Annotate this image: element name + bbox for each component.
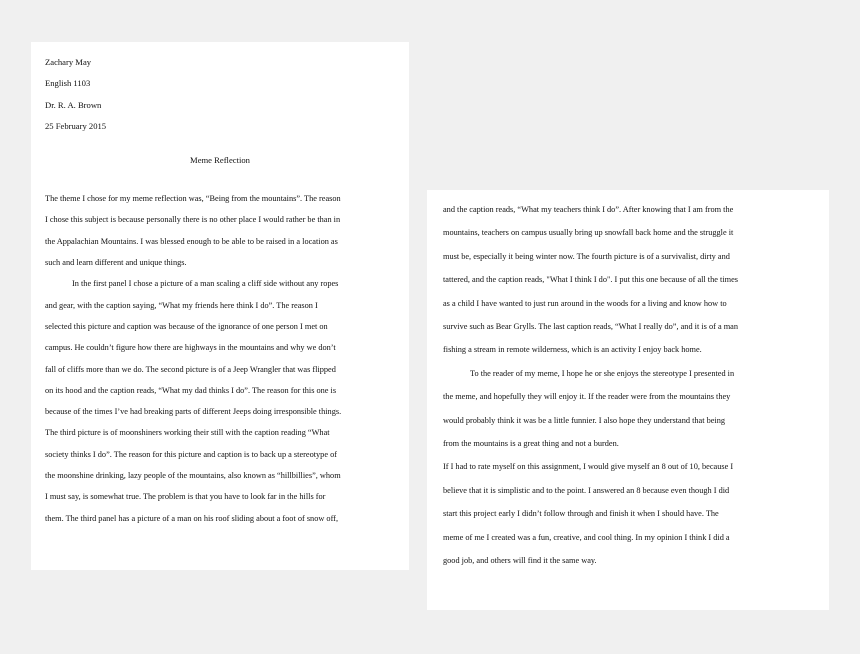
text-line: because of the times I’ve had breaking parts of different Jeeps doing irresponsible things.	[45, 407, 342, 417]
text-line: fishing a stream in remote wilderness, which is an activity I enjoy back home.	[443, 345, 702, 355]
text-line: on its hood and the caption reads, “What my dad thinks I do”. The reason for this one is	[45, 385, 337, 395]
author-name: Zachary May	[45, 57, 92, 67]
text-line: the moonshine drinking, lazy people of the mountains, also known as “hillbillies”, whom	[45, 471, 341, 481]
text-line: society thinks I do”. The reason for this picture and caption is to back up a stereotype of	[45, 449, 337, 459]
text-line: meme of me I created was a fun, creative, and cool thing. In my opinion I think I did a	[443, 532, 730, 542]
text-line: must be, especially it being winter now. The fourth picture is of a survivalist, dirty and	[443, 251, 730, 261]
document-page-1	[31, 42, 409, 570]
document-page-2	[427, 190, 829, 610]
paragraph	[45, 188, 395, 273]
paragraph	[45, 273, 395, 529]
text-line: as a child I have wanted to just run around in the woods for a living and know how to	[443, 298, 727, 308]
text-line: campus. He couldn’t figure how there are highways in the mountains and why we don’t	[45, 343, 336, 353]
text-line: them. The third panel has a picture of a man on his roof sliding about a foot of snow off,	[45, 513, 339, 523]
paragraph	[443, 362, 813, 456]
text-line: the meme, and hopefully they will enjoy it. If the reader were from the mountains they	[443, 392, 731, 402]
text-line: tattered, and the caption reads, "What I think I do". I put this one because of all the times	[443, 275, 738, 285]
text-line: would probably think it was be a little funnier. I also hope they understand that being	[443, 415, 726, 425]
paragraph	[443, 455, 813, 572]
text-line: survive such as Bear Grylls. The last caption reads, “What I really do”, and it is of a man	[443, 322, 738, 332]
text-line: To the reader of my meme, I hope he or she enjoys the stereotype I presented in	[470, 368, 735, 378]
text-line: The third picture is of moonshiners working their still with the caption reading “What	[45, 428, 330, 438]
text-line: and the caption reads, “What my teachers think I do”. After knowing that I am from the	[443, 205, 734, 214]
text-line: believe that it is simplistic and to the point. I answered an 8 because even though I did	[443, 485, 730, 495]
text-line: and gear, with the caption saying, “What my friends here think I do”. The reason I	[45, 300, 318, 310]
course-name: English 1103	[45, 78, 91, 89]
text-line: from the mountains is a great thing and not a burden.	[443, 439, 619, 449]
text-line: I chose this subject is because personally there is no other place I would rather be than in	[45, 215, 341, 225]
text-line: start this project early I didn’t follow through and finish it when I should have. The	[443, 509, 719, 519]
text-line: selected this picture and caption was because of the ignorance of one person I met on	[45, 321, 328, 331]
text-line: If I had to rate myself on this assignment, I would give myself an 8 out of 10, because I	[443, 462, 734, 472]
page1-body	[45, 188, 395, 529]
date: 25 February 2015	[45, 120, 107, 131]
text-line: fall of cliffs more than we do. The second picture is of a Jeep Wrangler that was flipped	[45, 364, 336, 374]
text-line: good job, and others will find it the same way.	[443, 556, 597, 566]
text-line: In the first panel I chose a picture of a man scaling a cliff side without any ropes	[72, 279, 339, 289]
text-line: mountains, teachers on campus usually bring up snowfall back home and the struggle it	[443, 228, 734, 238]
text-line: The theme I chose for my meme reflection was, “Being from the mountains”. The reason	[45, 194, 341, 204]
document-title: Meme Reflection	[190, 155, 250, 166]
paragraph	[443, 198, 813, 362]
text-line: such and learn different and unique things.	[45, 258, 187, 268]
page2-body	[443, 198, 813, 573]
text-line: I must say, is somewhat true. The problem is that you have to look far in the hills for	[45, 492, 326, 502]
header-block	[45, 52, 395, 137]
text-line: the Appalachian Mountains. I was blessed enough to be able to be raised in a location as	[45, 236, 338, 246]
instructor-name: Dr. R. A. Brown	[45, 99, 102, 110]
